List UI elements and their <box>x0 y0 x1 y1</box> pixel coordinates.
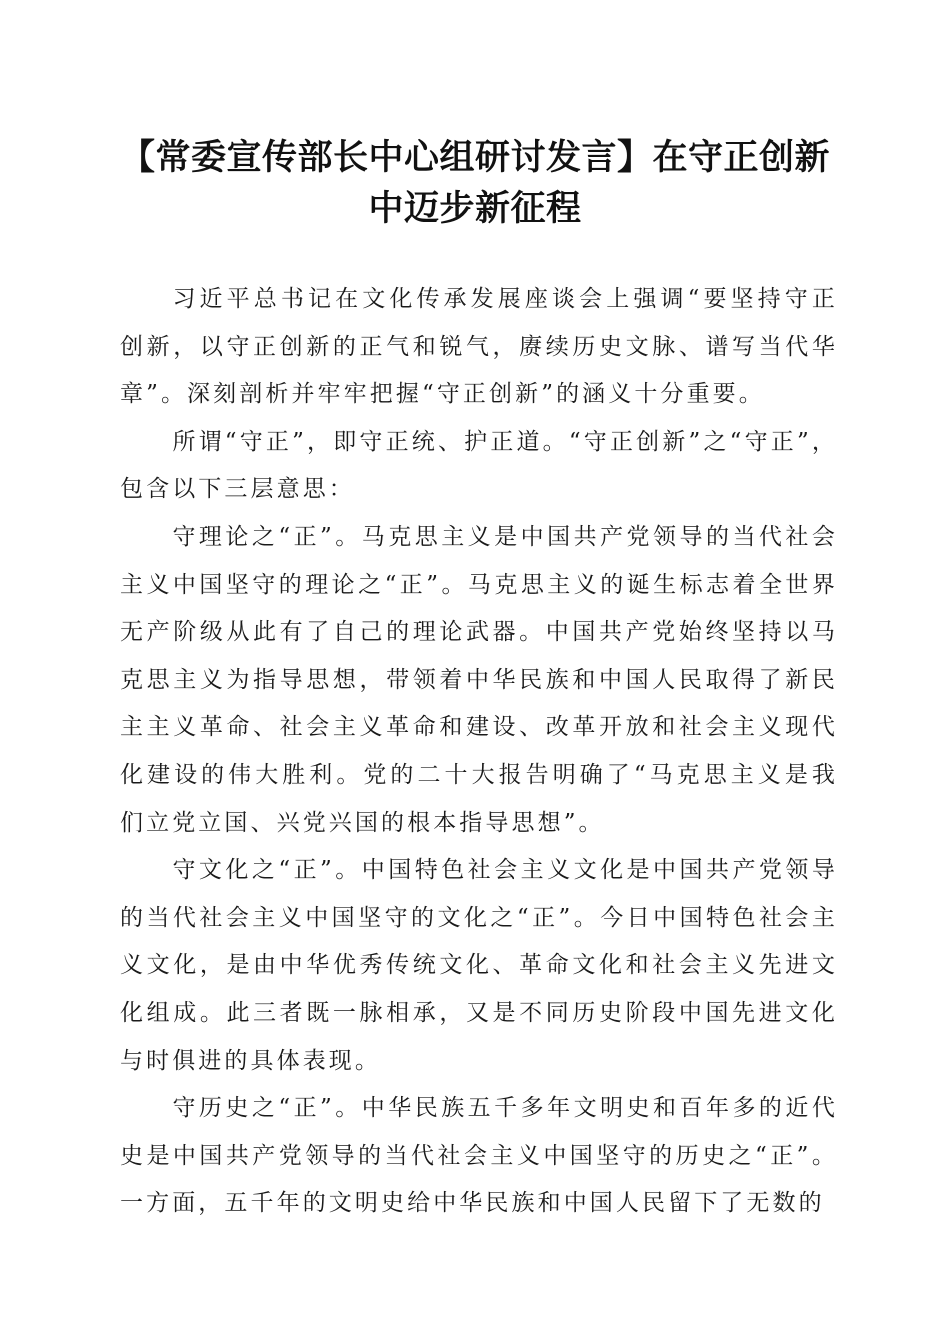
paragraph-culture: 守文化之“正”。中国特色社会主义文化是中国共产党领导的当代社会主义中国坚守的文化之“正”。今日中国特色社会主义文化，是由中华优秀传统文化、革命文化和社会主义先进文化组成。此三者既一脉相承，又是不同历史阶段中国先进文化与时俱进的具体表现。 <box>120 857 838 1074</box>
title-line-2: 中迈步新征程 <box>368 188 582 229</box>
paragraph-history: 守历史之“正”。中华民族五千多年文明史和百年多的近代史是中国共产党领导的当代社会主义中国坚守的历史之“正”。一方面，五千年的文明史给中华民族和中国人民留下了无数的 <box>120 1095 838 1217</box>
paragraph-intro: 习近平总书记在文化传承发展座谈会上强调“要坚持守正创新，以守正创新的正气和锐气，赓续历史文脉、谱写当代华章”。深刻剖析并牢牢把握“守正创新”的涵义十分重要。 <box>120 286 838 408</box>
paragraph-theory: 守理论之“正”。马克思主义是中国共产党领导的当代社会主义中国坚守的理论之“正”。马克思主义的诞生标志着全世界无产阶级从此有了自己的理论武器。中国共产党始终坚持以马克思主义为指导思想，带领着中华民族和中国人民取得了新民主主义革命、社会主义革命和建设、改革开放和社会主义现代化建设的伟大胜利。党的二十大报告明确了“马克思主义是我们立党立国、兴党兴国的根本指导思想”。 <box>120 523 838 836</box>
title-line-1: 【常委宣传部长中心组研讨发言】在守正创新 <box>119 137 830 178</box>
paragraph-definition: 所谓“守正”，即守正统、护正道。“守正创新”之“守正”，包含以下三层意思： <box>120 428 838 503</box>
document-body <box>120 276 838 1228</box>
document-title <box>100 132 850 234</box>
